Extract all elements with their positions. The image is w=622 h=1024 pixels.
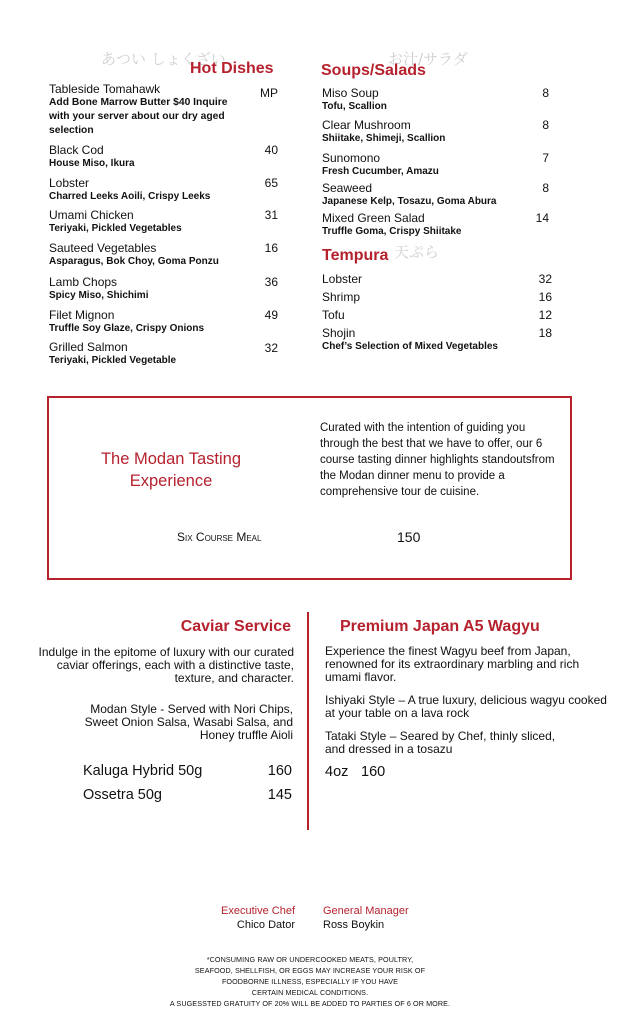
item-name: Shojin: [322, 326, 356, 340]
item-price: 12: [538, 308, 552, 322]
item-price: 18: [538, 326, 552, 340]
item-name: Sauteed Vegetables: [49, 241, 157, 255]
menu-item: [322, 308, 345, 322]
menu-item: [49, 82, 239, 138]
menu-item: [322, 118, 445, 146]
item-name: Grilled Salmon: [49, 340, 128, 354]
caviar-style: Modan Style - Served with Nori Chips, Sweet Onion Salsa, Wasabi Salsa, and Honey truffle Aioli: [84, 702, 293, 742]
footer-line: SEAFOOD, SHELLFISH, OR EGGS MAY INCREASE YOUR RISK OF: [194, 966, 426, 975]
gm-title: General Manager: [323, 905, 409, 917]
item-price: 7: [542, 151, 549, 165]
item-price: 49: [264, 308, 278, 322]
menu-item: [49, 143, 135, 171]
wagyu-intro: Experience the finest Wagyu beef from Japan, renowned for its extraordinary marbling and rich umami flavor.: [325, 644, 580, 684]
item-desc: Shiitake, Shimeji, Scallion: [322, 133, 446, 144]
menu-item: [49, 176, 210, 204]
item-price: 36: [264, 275, 278, 289]
item-price: 14: [535, 211, 549, 225]
menu-item: [49, 308, 204, 336]
item-price: 8: [542, 118, 549, 132]
wagyu-tataki: Tataki Style – Seared by Chef, thinly sliced, and dressed in a tosazu: [325, 729, 556, 756]
item-name: Mixed Green Salad: [322, 211, 425, 225]
tempura-jp: 天ぷら: [394, 243, 440, 261]
item-desc: Teriyaki, Pickled Vegetable: [49, 355, 177, 366]
tasting-title-line2: Experience: [129, 472, 213, 490]
caviar-intro: Indulge in the epitome of luxury with our curated caviar offerings, each with a distinctive taste, texture, and character.: [38, 645, 294, 685]
item-desc: Japanese Kelp, Tosazu, Goma Abura: [322, 196, 497, 207]
menu-item: [49, 340, 176, 368]
item-desc: Teriyaki, Pickled Vegetables: [49, 223, 182, 234]
footer-line: A SUGESSTED GRATUITY OF 20% WILL BE ADDED TO PARTIES OF 6 OR MORE.: [169, 999, 451, 1008]
footer-line: CERTAIN MEDICAL CONDITIONS.: [251, 988, 369, 997]
wagyu-ishiyaki: Ishiyaki Style – A true luxury, delicious wagyu cooked at your table on a lava rock: [325, 693, 607, 720]
menu-item: [322, 211, 461, 239]
hot-dishes-jp: あつい しょくざい: [101, 50, 226, 68]
caviar-item-price: 160: [267, 763, 292, 779]
item-desc: Chef’s Selection of Mixed Vegetables: [322, 341, 498, 352]
item-name: Seaweed: [322, 181, 373, 195]
item-desc: Asparagus, Bok Choy, Goma Ponzu: [49, 256, 219, 267]
item-name: Umami Chicken: [49, 208, 134, 222]
item-price: 8: [542, 86, 549, 100]
item-desc: Add Bone Marrow Butter $40 Inquire with your server about our dry aged selection: [49, 97, 228, 136]
item-name: Sunomono: [322, 151, 381, 165]
menu-item: [49, 241, 219, 269]
caviar-item-name: Ossetra 50g: [83, 787, 162, 803]
soups-salads-jp: お汁/サラダ: [388, 50, 468, 68]
item-price: 32: [538, 272, 552, 286]
caviar-title: Caviar Service: [180, 618, 291, 635]
footer-line: *CONSUMING RAW OR UNDERCOOKED MEATS, POULTRY,: [206, 955, 414, 964]
item-price: 8: [542, 181, 549, 195]
menu-item: [322, 326, 498, 354]
footer-disclaimer: [150, 954, 470, 1009]
item-name: Lobster: [322, 272, 363, 286]
item-desc: House Miso, Ikura: [49, 158, 135, 169]
wagyu-price: 160: [361, 764, 386, 780]
menu-item: [322, 290, 360, 304]
caviar-item-price: 145: [267, 787, 292, 803]
item-name: Lamb Chops: [49, 275, 118, 289]
hot-dishes-title: Hot Dishes: [190, 60, 274, 77]
soups-salads-title: Soups/Salads: [321, 62, 426, 79]
tasting-meal-price: 150: [397, 529, 421, 545]
item-name: Black Cod: [49, 143, 104, 157]
item-price: 65: [264, 176, 278, 190]
item-price: 31: [264, 208, 278, 222]
tasting-meal-label: Six Course Meal: [177, 530, 262, 544]
item-price: 16: [264, 241, 278, 255]
menu-item: [49, 275, 148, 303]
item-desc: Truffle Soy Glaze, Crispy Onions: [49, 323, 205, 334]
menu-item: [322, 151, 439, 179]
item-price: 40: [264, 143, 278, 157]
section-divider: [307, 612, 309, 830]
menu-item: [322, 181, 497, 209]
wagyu-portion: 4oz: [325, 764, 349, 780]
tempura-title: Tempura: [322, 247, 389, 264]
item-name: Lobster: [49, 176, 90, 190]
chef-name: Chico Dator: [236, 919, 295, 931]
item-desc: Truffle Goma, Crispy Shiitake: [322, 226, 462, 237]
item-price: MP: [260, 86, 278, 100]
item-price: 16: [538, 290, 552, 304]
item-name: Tableside Tomahawk: [49, 82, 161, 96]
wagyu-title: Premium Japan A5 Wagyu: [340, 618, 540, 635]
tasting-description: Curated with the intention of guiding you through the best that we have to offer, our 6 course tasting dinner highlights standoutsfrom the Modan dinner menu to provide a comprehensive tour de cuisine.: [320, 422, 555, 498]
gm-name: Ross Boykin: [323, 919, 385, 931]
footer-line: FOODBORNE ILLNESS, ESPECIALLY IF YOU HAVE: [221, 977, 399, 986]
tasting-title-line1: The Modan Tasting: [100, 450, 242, 468]
item-name: Clear Mushroom: [322, 118, 411, 132]
item-price: 32: [264, 341, 278, 355]
menu-item: [49, 208, 182, 236]
item-name: Tofu: [322, 308, 345, 322]
caviar-item-name: Kaluga Hybrid 50g: [83, 763, 203, 779]
menu-item: [322, 272, 362, 286]
item-name: Miso Soup: [322, 86, 379, 100]
item-desc: Fresh Cucumber, Amazu: [322, 166, 439, 177]
item-name: Shrimp: [322, 290, 361, 304]
item-desc: Charred Leeks Aoili, Crispy Leeks: [49, 191, 211, 202]
menu-item: [322, 86, 387, 114]
chef-title: Executive Chef: [221, 905, 295, 917]
item-desc: Spicy Miso, Shichimi: [49, 290, 149, 301]
item-desc: Tofu, Scallion: [322, 101, 387, 112]
tasting-title: [90, 448, 252, 492]
item-name: Filet Mignon: [49, 308, 115, 322]
